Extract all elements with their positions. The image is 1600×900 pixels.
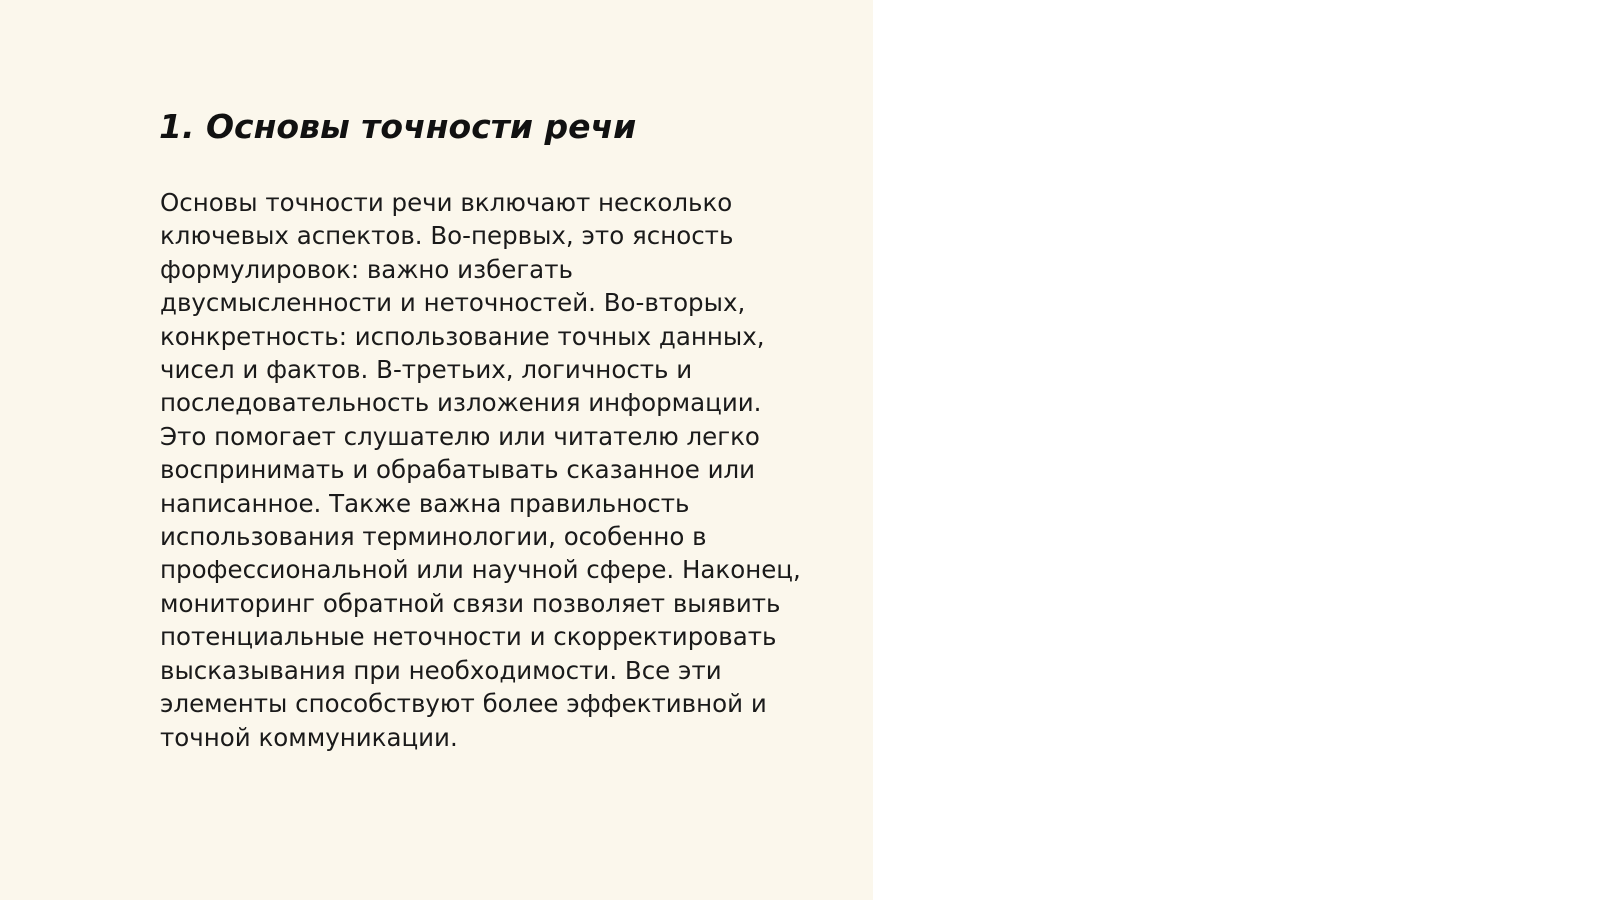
body-line: написанное. Также важна правильность [160, 488, 690, 518]
blank-panel [873, 0, 1600, 900]
body-line: двусмысленности и неточностей. Во-вторых, [160, 288, 746, 318]
body-line: конкретность: использование точных данных, [160, 321, 765, 351]
body-line: Это помогает слушателю или читателю легко [160, 421, 760, 451]
slide-title: 1. Основы точности речи [159, 107, 637, 146]
body-line: использования терминологии, особенно в [160, 522, 707, 552]
slide-body-text [160, 186, 850, 754]
body-line: элементы способствуют более эффективной и [160, 689, 767, 719]
body-line: потенциальные неточности и скорректировать [160, 622, 777, 652]
body-line: профессиональной или научной сфере. Наконец, [160, 555, 801, 585]
body-line: ключевых аспектов. Во-первых, это ясность [160, 221, 734, 251]
body-line: формулировок: важно избегать [160, 254, 573, 284]
body-line: чисел и фактов. В-третьих, логичность и [160, 355, 693, 385]
body-line: Основы точности речи включают несколько [160, 188, 733, 217]
body-line: высказывания при необходимости. Все эти [160, 655, 722, 685]
body-line: мониторинг обратной связи позволяет выявить [160, 588, 781, 618]
body-line: воспринимать и обрабатывать сказанное или [160, 455, 756, 485]
body-line: последовательность изложения информации. [160, 388, 762, 418]
body-line: точной коммуникации. [160, 722, 458, 752]
